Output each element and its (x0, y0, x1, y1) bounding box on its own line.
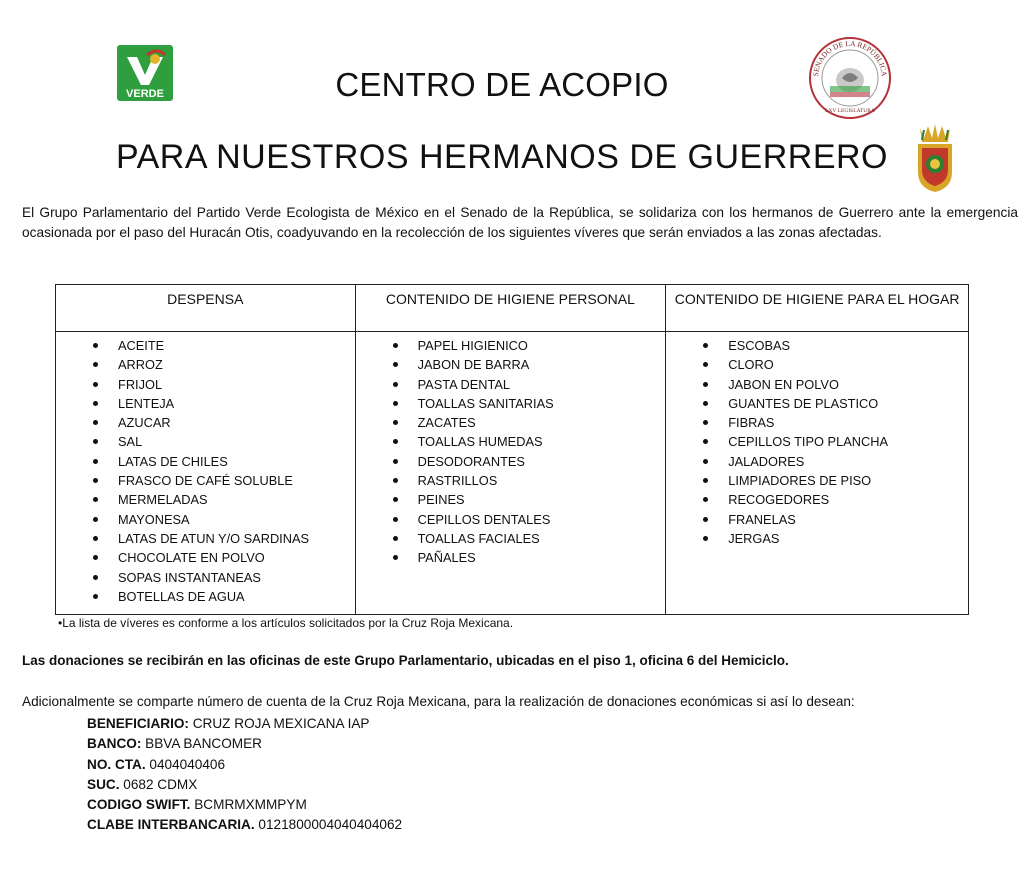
bank-detail-label: BENEFICIARIO: (87, 716, 189, 731)
bank-details (87, 714, 402, 836)
higiene-hogar-item: RECOGEDORES (666, 490, 968, 509)
supplies-table (55, 284, 969, 615)
bank-detail-value: 0121800004040404062 (254, 817, 403, 833)
higiene-personal-item: PASTA DENTAL (356, 375, 666, 394)
bank-detail-label: BANCO: (87, 736, 142, 752)
higiene-hogar-item: CEPILLOS TIPO PLANCHA (666, 432, 968, 451)
higiene-personal-item: CEPILLOS DENTALES (356, 510, 666, 529)
despensa-item: FRIJOL (56, 375, 355, 394)
higiene-hogar-item: JERGAS (666, 529, 968, 548)
higiene-personal-item: TOALLAS SANITARIAS (356, 394, 666, 413)
bank-detail-value: BBVA BANCOMER (141, 736, 262, 752)
verde-logo-text: VERDE (126, 88, 164, 100)
higiene-hogar-item: CLORO (666, 355, 968, 374)
despensa-item: FRASCO DE CAFÉ SOLUBLE (56, 471, 355, 490)
higiene-personal-item: ZACATES (356, 413, 666, 432)
higiene-personal-item: TOALLAS HUMEDAS (356, 432, 666, 451)
higiene-personal-item: DESODORANTES (356, 452, 666, 471)
bank-detail-row (87, 714, 402, 734)
higiene-personal-item: JABON DE BARRA (356, 355, 666, 374)
despensa-item: LATAS DE CHILES (56, 452, 355, 471)
despensa-column (56, 332, 356, 615)
higiene-hogar-item: FIBRAS (666, 413, 968, 432)
bank-detail-value: CRUZ ROJA MEXICANA IAP (188, 716, 370, 731)
despensa-item: SAL (56, 432, 355, 451)
higiene-hogar-item: GUANTES DE PLASTICO (666, 394, 968, 413)
bank-detail-value: BCMRMXMMPYM (190, 797, 307, 813)
higiene-hogar-list (666, 336, 968, 548)
senado-seal-text: SENADO DE LA REPÚBLICA (811, 38, 890, 77)
despensa-item: MERMELADAS (56, 490, 355, 509)
higiene-hogar-item: FRANELAS (666, 510, 968, 529)
higiene-personal-item: PAÑALES (356, 548, 666, 567)
higiene-hogar-item: ESCOBAS (666, 336, 968, 355)
header-despensa: DESPENSA (56, 285, 356, 332)
bank-detail-value: 0682 CDMX (119, 776, 198, 792)
intro-paragraph: El Grupo Parlamentario del Partido Verde Ecologista de México en el Senado de la República, se solidariza con los hermanos de Guerrero ante la emergencia ocasionada por el paso del Huracán Otis, coadyuvando en la recolección de los siguientes víveres que serán enviados a las zonas afectadas. (22, 205, 1018, 240)
additional-info: Adicionalmente se comparte número de cuenta de la Cruz Roja Mexicana, para la realización de donaciones económicas si así lo desean: (22, 694, 855, 709)
bank-detail-row (87, 815, 402, 835)
bank-detail-label: NO. CTA. (87, 756, 146, 772)
despensa-item: ACEITE (56, 336, 355, 355)
despensa-item: ARROZ (56, 355, 355, 374)
despensa-list (56, 336, 355, 606)
despensa-item: SOPAS INSTANTANEAS (56, 568, 355, 587)
page-title: CENTRO DE ACOPIO (335, 66, 669, 103)
despensa-item: CHOCOLATE EN POLVO (56, 548, 355, 567)
header-higiene-hogar: CONTENIDO DE HIGIENE PARA EL HOGAR (666, 285, 969, 332)
bank-detail-row (87, 734, 402, 754)
donations-location: Las donaciones se recibirán en las oficinas de este Grupo Parlamentario, ubicadas en el piso 1, oficina 6 del Hemiciclo. (22, 653, 789, 668)
header-higiene-personal: CONTENIDO DE HIGIENE PERSONAL (355, 285, 666, 332)
bank-detail-label: SUC. (87, 776, 120, 792)
despensa-item: LENTEJA (56, 394, 355, 413)
higiene-personal-item: TOALLAS FACIALES (356, 529, 666, 548)
bank-detail-row (87, 755, 402, 775)
higiene-personal-item: RASTRILLOS (356, 471, 666, 490)
page-subtitle: PARA NUESTROS HERMANOS DE GUERRERO (115, 138, 889, 176)
despensa-item: AZUCAR (56, 413, 355, 432)
bank-detail-row (87, 795, 402, 815)
bank-detail-label: CLABE INTERBANCARIA. (87, 817, 255, 833)
list-note: •La lista de víveres es conforme a los artículos solicitados por la Cruz Roja Mexicana. (58, 616, 514, 630)
bank-detail-label: CODIGO SWIFT. (87, 797, 191, 813)
senado-seal-sub: LXV LEGISLATURA (825, 108, 875, 114)
higiene-hogar-item: LIMPIADORES DE PISO (666, 471, 968, 490)
higiene-personal-item: PEINES (356, 490, 666, 509)
higiene-personal-item: PAPEL HIGIENICO (356, 336, 666, 355)
despensa-item: BOTELLAS DE AGUA (56, 587, 355, 606)
higiene-hogar-item: JABON EN POLVO (666, 375, 968, 394)
bank-detail-row (87, 775, 402, 795)
higiene-personal-column (355, 332, 666, 615)
bank-detail-value: 0404040406 (145, 756, 226, 772)
higiene-personal-list (356, 336, 666, 568)
higiene-hogar-item: JALADORES (666, 452, 968, 471)
higiene-hogar-column (666, 332, 969, 615)
despensa-item: MAYONESA (56, 510, 355, 529)
despensa-item: LATAS DE ATUN Y/O SARDINAS (56, 529, 355, 548)
